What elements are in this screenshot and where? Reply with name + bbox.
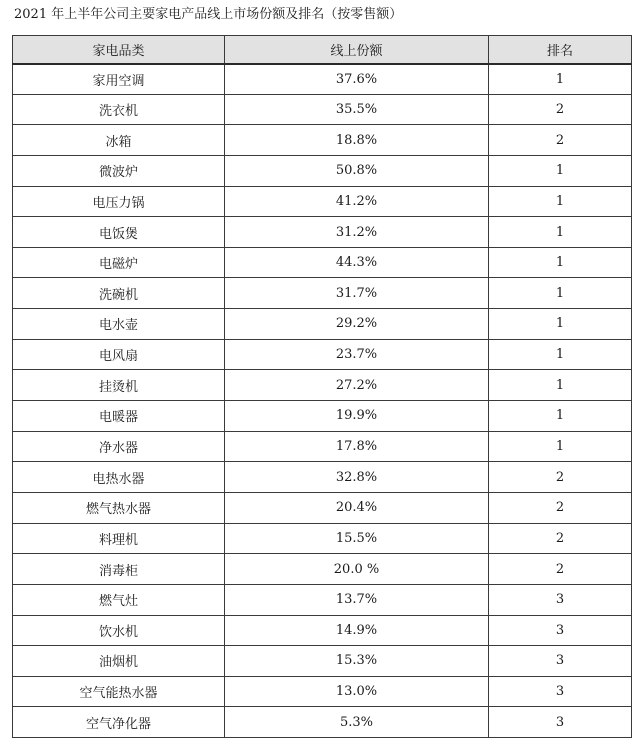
table-row <box>13 646 632 677</box>
table-row <box>13 64 632 95</box>
share-cell: 23.7% <box>225 339 489 370</box>
share-cell: 35.5% <box>225 94 489 125</box>
rank-cell: 1 <box>489 431 632 462</box>
share-cell: 27.2% <box>225 370 489 401</box>
table-row <box>13 676 632 707</box>
rank-cell: 1 <box>489 278 632 309</box>
share-cell: 17.8% <box>225 431 489 462</box>
table-row <box>13 186 632 217</box>
rank-cell: 1 <box>489 401 632 432</box>
category-cell: 电饭煲 <box>13 217 225 248</box>
header-share: 线上份额 <box>225 36 489 64</box>
category-cell: 燃气灶 <box>13 584 225 615</box>
table-title: 2021 年上半年公司主要家电产品线上市场份额及排名（按零售额） <box>14 7 403 22</box>
share-cell: 13.7% <box>225 584 489 615</box>
rank-cell: 1 <box>489 339 632 370</box>
share-cell: 5.3% <box>225 707 489 738</box>
rank-cell: 3 <box>489 646 632 677</box>
category-cell: 电压力锅 <box>13 186 225 217</box>
table-row <box>13 155 632 186</box>
rank-cell: 1 <box>489 186 632 217</box>
share-cell: 14.9% <box>225 615 489 646</box>
table-row <box>13 247 632 278</box>
share-cell: 50.8% <box>225 155 489 186</box>
rank-cell: 1 <box>489 155 632 186</box>
share-cell: 19.9% <box>225 401 489 432</box>
share-cell: 13.0% <box>225 676 489 707</box>
rank-cell: 2 <box>489 462 632 493</box>
table-row <box>13 125 632 156</box>
share-cell: 37.6% <box>225 64 489 95</box>
share-cell: 32.8% <box>225 462 489 493</box>
rank-cell: 2 <box>489 125 632 156</box>
rank-cell: 2 <box>489 523 632 554</box>
rank-cell: 3 <box>489 584 632 615</box>
rank-cell: 1 <box>489 370 632 401</box>
category-cell: 空气净化器 <box>13 707 225 738</box>
table-row <box>13 707 632 738</box>
category-cell: 冰箱 <box>13 125 225 156</box>
table-row <box>13 370 632 401</box>
category-cell: 空气能热水器 <box>13 676 225 707</box>
category-cell: 电热水器 <box>13 462 225 493</box>
share-cell: 15.3% <box>225 646 489 677</box>
category-cell: 燃气热水器 <box>13 492 225 523</box>
table-row <box>13 584 632 615</box>
table-row <box>13 401 632 432</box>
rank-cell: 2 <box>489 554 632 585</box>
share-cell: 18.8% <box>225 125 489 156</box>
share-cell: 15.5% <box>225 523 489 554</box>
table-header-row <box>13 36 632 64</box>
rank-cell: 3 <box>489 707 632 738</box>
table-body <box>13 64 632 738</box>
table-row <box>13 615 632 646</box>
table-row <box>13 339 632 370</box>
rank-cell: 1 <box>489 247 632 278</box>
rank-cell: 2 <box>489 492 632 523</box>
category-cell: 饮水机 <box>13 615 225 646</box>
share-cell: 31.7% <box>225 278 489 309</box>
table-row <box>13 94 632 125</box>
rank-cell: 3 <box>489 676 632 707</box>
share-cell: 20.4% <box>225 492 489 523</box>
category-cell: 挂烫机 <box>13 370 225 401</box>
table-row <box>13 492 632 523</box>
category-cell: 净水器 <box>13 431 225 462</box>
market-share-table <box>12 35 632 738</box>
share-cell: 20.0 % <box>225 554 489 585</box>
share-cell: 31.2% <box>225 217 489 248</box>
category-cell: 洗碗机 <box>13 278 225 309</box>
table-row <box>13 462 632 493</box>
share-cell: 44.3% <box>225 247 489 278</box>
category-cell: 油烟机 <box>13 646 225 677</box>
category-cell: 料理机 <box>13 523 225 554</box>
category-cell: 电暖器 <box>13 401 225 432</box>
header-category: 家电品类 <box>13 36 225 64</box>
table-row <box>13 217 632 248</box>
table-row <box>13 523 632 554</box>
header-rank: 排名 <box>489 36 632 64</box>
table-row <box>13 554 632 585</box>
table-row <box>13 431 632 462</box>
rank-cell: 3 <box>489 615 632 646</box>
rank-cell: 1 <box>489 309 632 340</box>
rank-cell: 2 <box>489 94 632 125</box>
share-cell: 29.2% <box>225 309 489 340</box>
share-cell: 41.2% <box>225 186 489 217</box>
category-cell: 消毒柜 <box>13 554 225 585</box>
rank-cell: 1 <box>489 217 632 248</box>
table-row <box>13 278 632 309</box>
category-cell: 微波炉 <box>13 155 225 186</box>
category-cell: 家用空调 <box>13 64 225 95</box>
table-row <box>13 309 632 340</box>
category-cell: 电风扇 <box>13 339 225 370</box>
category-cell: 洗衣机 <box>13 94 225 125</box>
rank-cell: 1 <box>489 64 632 95</box>
category-cell: 电水壶 <box>13 309 225 340</box>
category-cell: 电磁炉 <box>13 247 225 278</box>
